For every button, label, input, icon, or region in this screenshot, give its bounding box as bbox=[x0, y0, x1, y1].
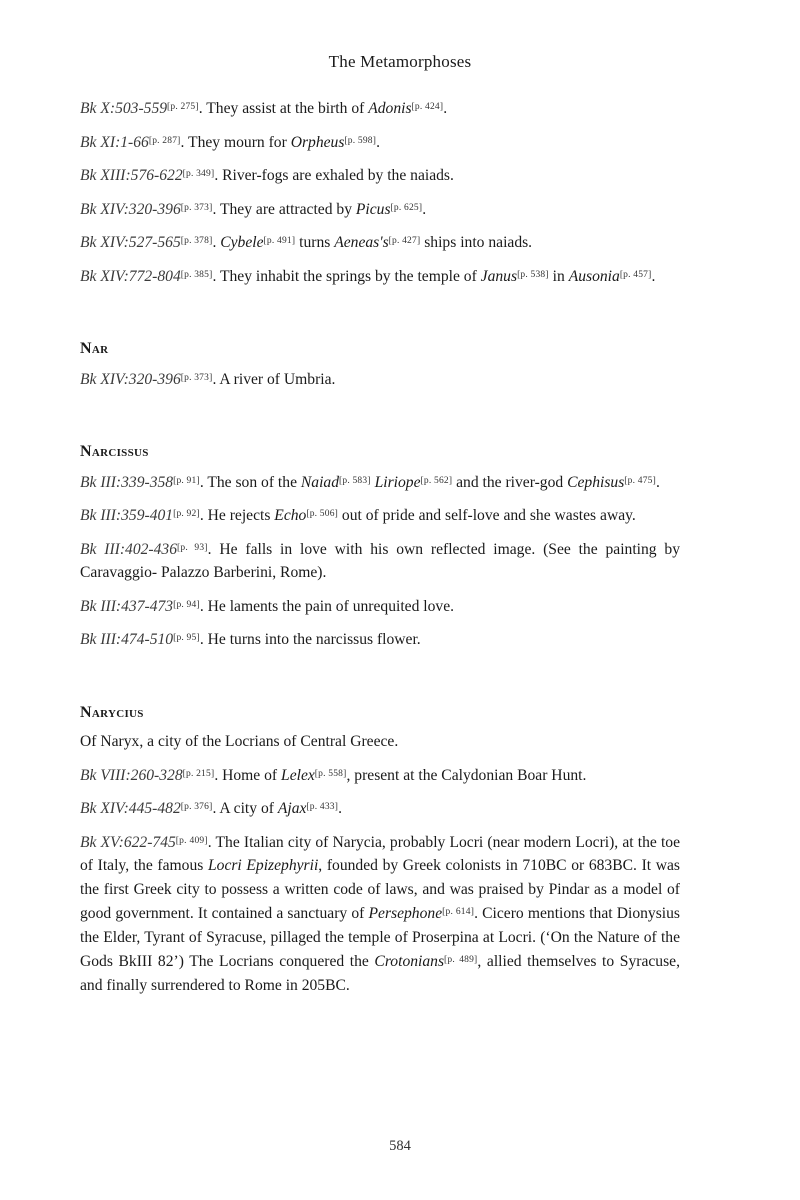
entry-text: . They mourn for bbox=[180, 133, 291, 151]
page-reference-link[interactable]: [p. 625] bbox=[390, 202, 423, 213]
entry-text: . He falls in love with his own reflected image. (See the painting by Caravaggio- Palazzo Barberini, Rome). bbox=[80, 540, 680, 581]
entry-text: . A city of bbox=[212, 800, 278, 817]
entry-text: out of pride and self-love and she wastes away. bbox=[338, 507, 636, 524]
entry-text: , founded by Greek colonists in 710BC or 683BC. It was the first Greek city to possess a written code of laws, and was praised by Pindar as a model of good government. It contained a sanctuary of bbox=[80, 857, 680, 922]
cross-reference-name: Naiad bbox=[300, 473, 340, 491]
entry-text: . The son of the bbox=[199, 473, 301, 491]
page-reference-link[interactable]: [p. 287] bbox=[148, 135, 181, 146]
entry-text: . Cicero mentions that Dionysius the Elder, Tyrant of Syracuse, pillaged the temple of Proserpina at Locri. (‘On the Nature of the Gods BkIII 82’) The Locrians conquered the bbox=[80, 905, 680, 970]
entry-text: . The Italian city of Narycia, probably Locri (near modern Locri), at the toe of Italy, the famous bbox=[80, 833, 680, 874]
page-reference-link[interactable]: [p. 538] bbox=[517, 269, 549, 280]
entry-paragraph bbox=[80, 730, 680, 754]
entry-text: ships into naiads. bbox=[420, 234, 533, 251]
section-gap bbox=[80, 297, 680, 337]
page-reference-link[interactable]: [p. 93] bbox=[177, 542, 208, 553]
cross-reference-name: Orpheus bbox=[290, 133, 345, 151]
entry-text: . He rejects bbox=[199, 507, 275, 524]
book-reference-link[interactable]: Bk XIII:576-622 bbox=[80, 167, 183, 184]
entry-text: . They are attracted by bbox=[212, 200, 356, 218]
entry-paragraph bbox=[80, 367, 680, 392]
section-gap bbox=[80, 400, 680, 440]
entry-paragraph bbox=[80, 96, 680, 121]
cross-reference-name: Cybele bbox=[220, 234, 264, 251]
page-reference-link[interactable]: [p. 424] bbox=[411, 102, 444, 112]
entry-text: . bbox=[655, 473, 660, 491]
cross-reference-name: Crotonians bbox=[374, 953, 445, 970]
page-reference-link[interactable]: [p. 427] bbox=[388, 236, 421, 246]
page-reference-link[interactable]: [p. 349] bbox=[182, 169, 215, 179]
entry-text: . They inhabit the springs by the temple of bbox=[212, 267, 481, 285]
entry-text: . bbox=[376, 133, 380, 151]
entry-paragraph bbox=[80, 763, 680, 788]
cross-reference-name: Persephone bbox=[368, 905, 443, 922]
page-reference-link[interactable]: [p. 215] bbox=[182, 768, 215, 779]
cross-reference-name: Adonis bbox=[368, 100, 412, 117]
entry-text: , present at the Calydonian Boar Hunt. bbox=[346, 766, 587, 784]
cross-reference-name: Janus bbox=[480, 267, 518, 285]
entry-text: in bbox=[548, 267, 569, 285]
page-reference-link[interactable]: [p. 491] bbox=[263, 236, 296, 246]
entry-text: , allied themselves to Syracuse, and finally surrendered to Rome in 205BC. bbox=[80, 953, 680, 994]
section-gap bbox=[80, 661, 680, 701]
entry-text: . A river of Umbria. bbox=[212, 370, 336, 388]
entry-text: . bbox=[212, 234, 221, 251]
entry-paragraph bbox=[80, 197, 680, 222]
book-reference-link[interactable]: Bk XI:1-66 bbox=[80, 133, 149, 151]
page-reference-link[interactable]: [p. 506] bbox=[306, 509, 339, 519]
cross-reference-name: Ajax bbox=[277, 800, 307, 817]
cross-reference-name: Ausonia bbox=[568, 267, 620, 285]
entry-heading: Narycius bbox=[80, 703, 144, 721]
entry-paragraph bbox=[80, 264, 680, 289]
entry-heading: Nar bbox=[80, 340, 109, 357]
entry-text: . bbox=[422, 200, 427, 218]
entry-paragraph bbox=[80, 537, 680, 585]
page-reference-link[interactable]: [p. 558] bbox=[314, 768, 347, 779]
page-reference-link[interactable]: [p. 562] bbox=[420, 475, 453, 486]
entry-text: . bbox=[443, 100, 448, 117]
entry-text: turns bbox=[295, 234, 335, 251]
cross-reference-name: Locri Epizephyrii bbox=[207, 857, 319, 874]
page-number: 584 bbox=[389, 1138, 411, 1154]
page-reference-link[interactable]: [p. 378] bbox=[180, 236, 213, 246]
entry-text: . He turns into the narcissus flower. bbox=[199, 631, 421, 648]
cross-reference-name: Lelex bbox=[281, 766, 315, 784]
book-reference-link[interactable]: Bk XIV:320-396 bbox=[80, 370, 181, 388]
cross-reference-name: Cephisus bbox=[567, 473, 625, 491]
entry-paragraph bbox=[80, 163, 680, 188]
entry-text: . They assist at the birth of bbox=[198, 100, 369, 117]
entry-heading: Narcissus bbox=[80, 443, 149, 460]
entry-paragraph bbox=[80, 470, 680, 495]
page-reference-link[interactable]: [p. 94] bbox=[173, 599, 200, 610]
page-reference-link[interactable]: [p. 475] bbox=[624, 475, 656, 486]
page-reference-link[interactable]: [p. 489] bbox=[444, 955, 478, 965]
page-reference-link[interactable]: [p. 95] bbox=[173, 633, 200, 643]
page-reference-link[interactable]: [p. 373] bbox=[180, 372, 213, 383]
cross-reference-name: Aeneas's bbox=[334, 234, 389, 251]
page-reference-link[interactable]: [p. 275] bbox=[167, 102, 199, 112]
entry-text: . bbox=[338, 800, 343, 817]
cross-reference-name: Picus bbox=[355, 200, 391, 218]
entry-text: . Home of bbox=[214, 766, 282, 784]
page-reference-link[interactable]: [p. 457] bbox=[619, 269, 652, 280]
book-reference-link[interactable]: Bk XIV:445-482 bbox=[80, 800, 181, 817]
page-reference-link[interactable]: [p. 598] bbox=[344, 135, 377, 146]
entry-paragraph bbox=[80, 796, 680, 821]
book-reference-link[interactable]: Bk III:359-401 bbox=[80, 507, 174, 524]
page-reference-link[interactable]: [p. 92] bbox=[173, 509, 200, 519]
cross-reference-name: Liriope bbox=[374, 473, 421, 491]
entry-paragraph bbox=[80, 230, 680, 255]
book-reference-link[interactable]: Bk X:503-559 bbox=[80, 100, 168, 117]
page-reference-link[interactable]: [p. 373] bbox=[180, 202, 213, 213]
page-reference-link[interactable]: [p. 376] bbox=[180, 802, 213, 812]
entry-text: . He laments the pain of unrequited love. bbox=[199, 597, 455, 615]
cross-reference-name: Echo bbox=[274, 507, 307, 524]
page-reference-link[interactable]: [p. 385] bbox=[180, 269, 213, 280]
book-reference-link[interactable]: Bk XIV:772-804 bbox=[80, 267, 181, 285]
page-reference-link[interactable]: [p. 433] bbox=[306, 802, 339, 812]
running-head: The Metamorphoses bbox=[328, 52, 472, 71]
book-reference-link[interactable]: Bk XV:622-745 bbox=[80, 833, 176, 851]
page-reference-link[interactable]: [p. 583] bbox=[339, 475, 371, 486]
book-reference-link[interactable]: Bk III:339-358 bbox=[80, 473, 174, 491]
book-reference-link[interactable]: Bk XIV:527-565 bbox=[80, 234, 181, 251]
entry-text: Of Naryx, a city of the Locrians of Central Greece. bbox=[80, 733, 399, 750]
page-reference-link[interactable]: [p. 409] bbox=[175, 835, 208, 846]
page-reference-link[interactable]: [p. 91] bbox=[173, 475, 200, 486]
book-reference-link[interactable]: Bk VIII:260-328 bbox=[80, 766, 183, 784]
entry-paragraph bbox=[80, 503, 680, 528]
book-reference-link[interactable]: Bk XIV:320-396 bbox=[80, 200, 181, 218]
book-reference-link[interactable]: Bk III:437-473 bbox=[80, 597, 174, 615]
page-reference-link[interactable]: [p. 614] bbox=[442, 907, 475, 917]
book-reference-link[interactable]: Bk III:402-436 bbox=[80, 540, 178, 558]
entry-paragraph bbox=[80, 130, 680, 155]
entry-paragraph bbox=[80, 627, 680, 652]
entry-paragraph bbox=[80, 594, 680, 619]
entry-paragraph bbox=[80, 830, 680, 998]
book-reference-link[interactable]: Bk III:474-510 bbox=[80, 631, 174, 648]
entry-text: . River-fogs are exhaled by the naiads. bbox=[214, 167, 454, 184]
entry-text: and the river-god bbox=[452, 473, 568, 491]
index-content bbox=[80, 96, 680, 1006]
entry-text: . bbox=[651, 267, 656, 285]
